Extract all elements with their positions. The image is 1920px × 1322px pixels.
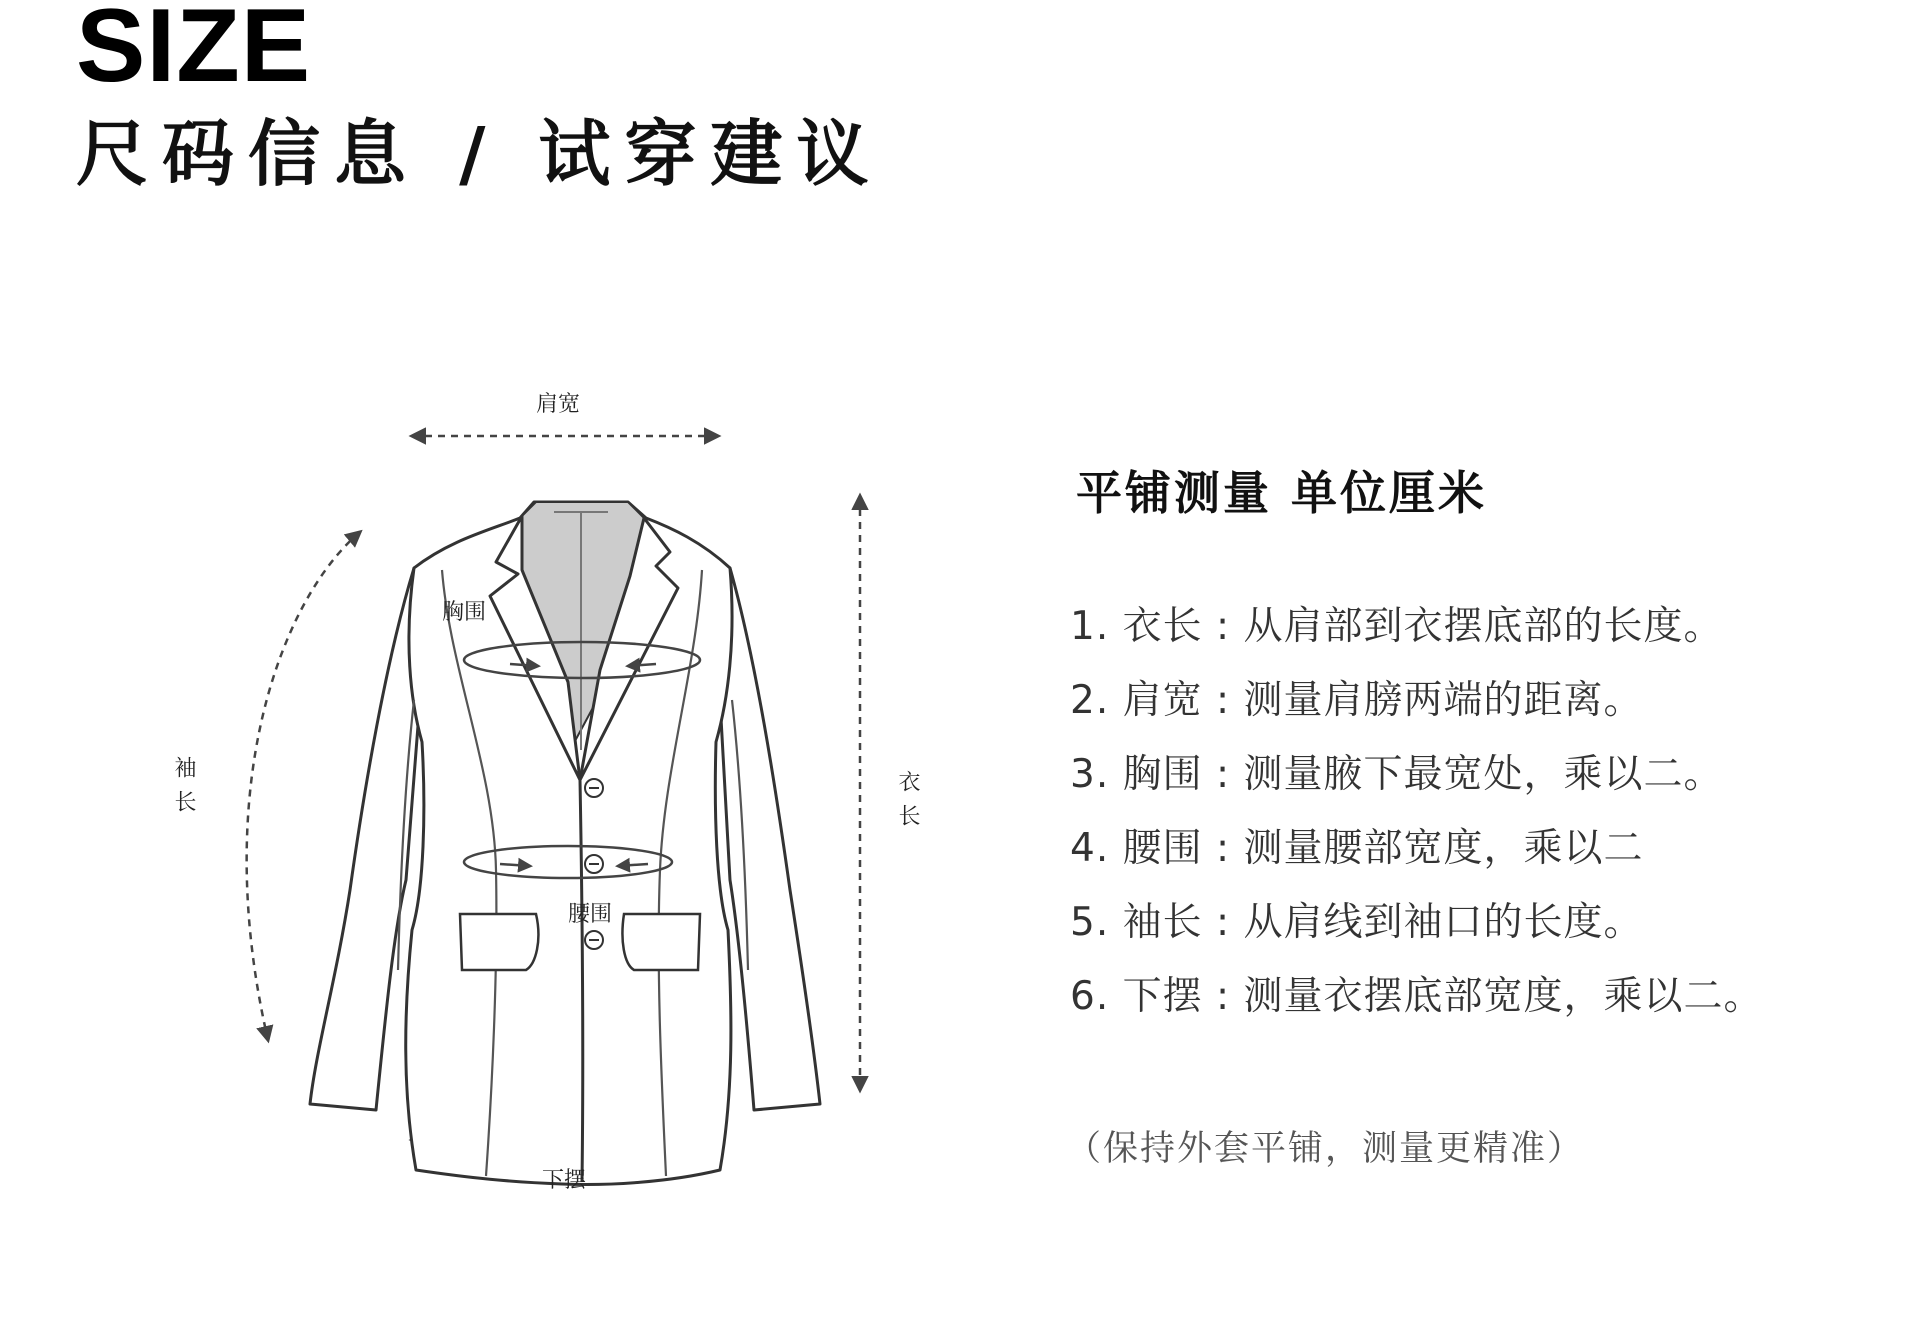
length-label: 衣长 [895, 770, 920, 838]
title-size-info: 尺码信息 / 试穿建议 [76, 112, 883, 196]
list-item-shoulder: 2. 肩宽 : 测量肩膀两端的距离。 [1070, 678, 1644, 723]
sleeve-label: 袖长 [171, 756, 196, 824]
list-item-waist: 4. 腰围 : 测量腰部宽度，乘以二 [1070, 826, 1644, 871]
hem-label: 下摆 [542, 1168, 587, 1193]
title-size: SIZE [76, 0, 312, 104]
list-item-length: 1. 衣长 : 从肩部到衣摆底部的长度。 [1070, 604, 1724, 649]
list-item-sleeve: 5. 袖长 : 从肩线到袖口的长度。 [1070, 900, 1644, 945]
measurement-list [1070, 590, 1764, 1034]
jacket-illustration [150, 370, 930, 1210]
shoulder-label: 肩宽 [536, 392, 581, 417]
waist-label: 腰围 [568, 902, 613, 927]
list-item-hem: 6. 下摆 : 测量衣摆底部宽度，乘以二。 [1070, 974, 1764, 1019]
measurement-heading: 平铺测量 单位厘米 [1076, 466, 1488, 520]
chest-label: 胸围 [442, 600, 487, 625]
measurement-note: （保持外套平铺，测量更精准） [1066, 1129, 1585, 1169]
list-item-chest: 3. 胸围 : 测量腋下最宽处，乘以二。 [1070, 752, 1724, 797]
jacket-diagram [150, 370, 930, 1210]
